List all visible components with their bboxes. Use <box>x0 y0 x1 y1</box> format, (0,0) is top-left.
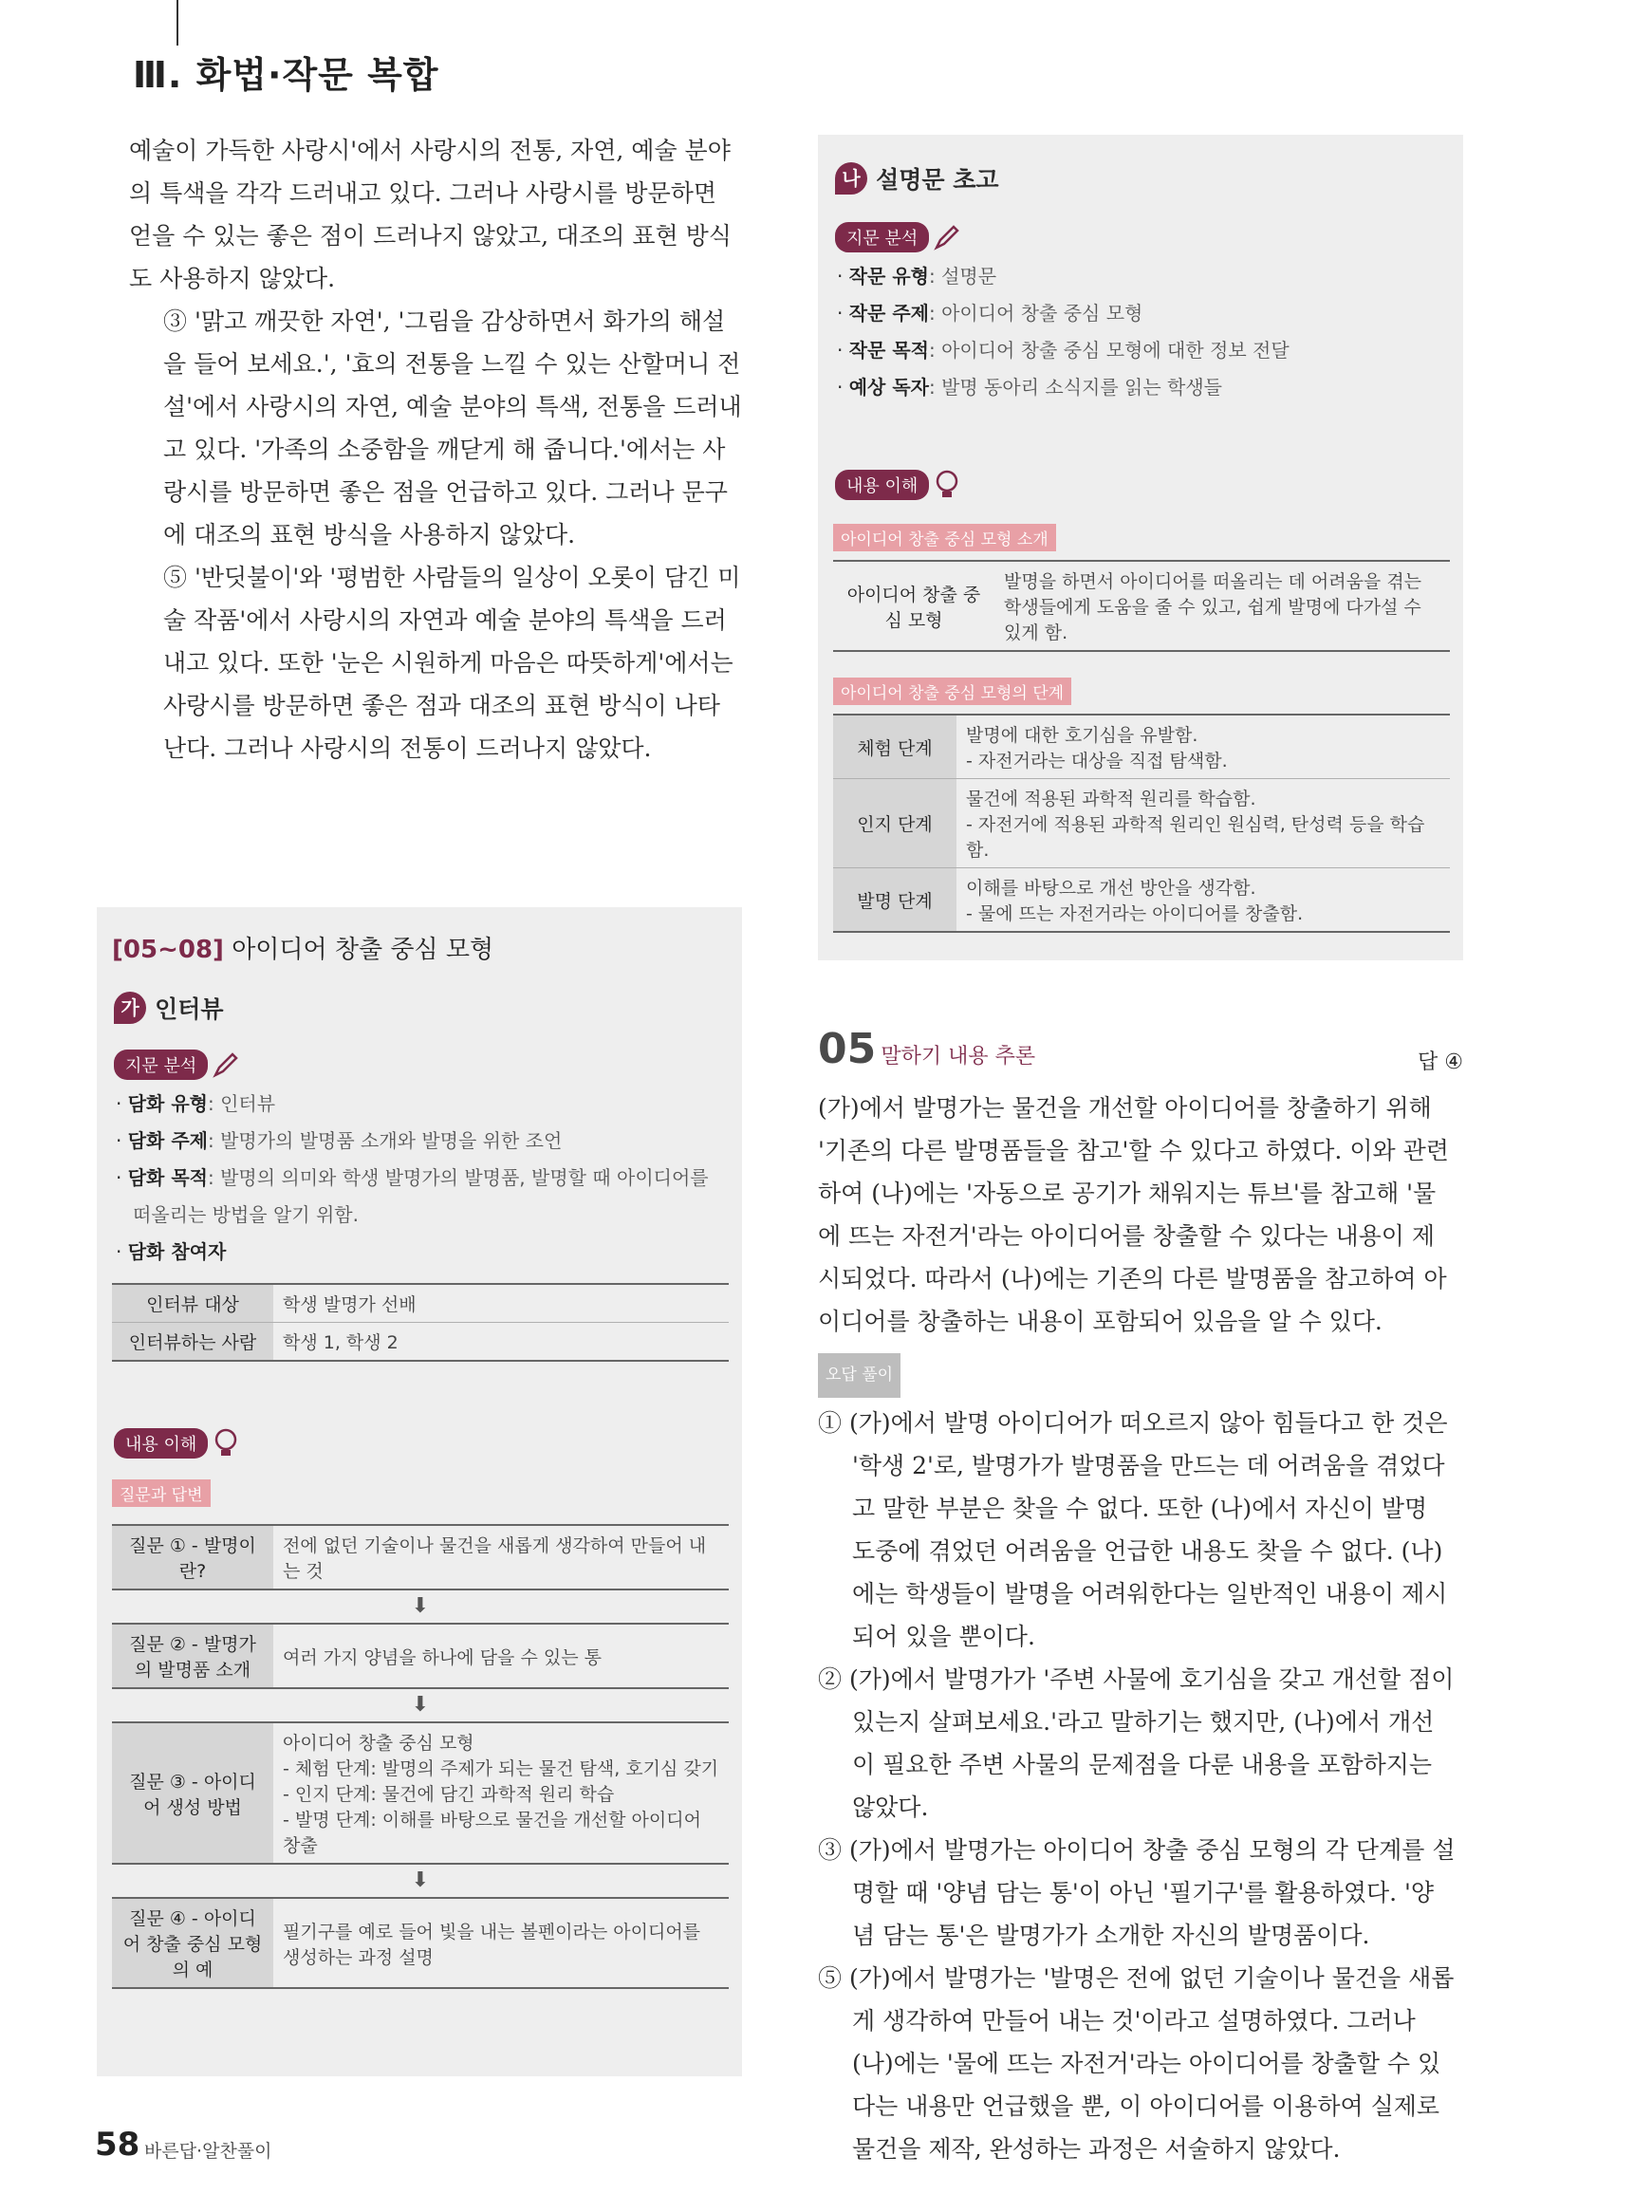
table-row: 질문 ③ - 아이디어 생성 방법 아이디어 창출 중심 모형 - 체험 단계: 발명의 주제가 되는 물건 탐색, 호기심 갖기 - 인지 단계: 물건에 담긴 과학적 원리 학습 - 발명 단계: 이해를 바탕으로 물건을 개선할 아이디어 창출 <box>112 1722 729 1864</box>
box-heading <box>112 930 493 965</box>
analysis-item: · 담화 유형: 인터뷰 <box>116 1092 276 1115</box>
table-row: 인터뷰 대상 학생 발명가 선배 <box>112 1284 729 1323</box>
analysis-item: · 담화 주제: 발명가의 발명품 소개와 발명을 위한 조언 <box>116 1129 563 1152</box>
qa-table-2 <box>112 1623 729 1689</box>
lightbulb-icon <box>212 1427 240 1459</box>
ga-title: 인터뷰 <box>155 995 224 1023</box>
range-label: [05~08] <box>112 936 224 964</box>
answer-label: 답 ④ <box>1418 1050 1463 1074</box>
analysis-item: · 작문 유형: 설명문 <box>837 265 997 288</box>
analysis-pill-label: 지문 분석 <box>114 1050 208 1080</box>
table-row: 질문 ④ - 아이디어 창출 중심 모형의 예 필기구를 예로 들어 빛을 내는 볼펜이라는 아이디어를 생성하는 과정 설명 <box>112 1898 729 1988</box>
pencil-icon <box>212 1050 240 1079</box>
explanation-item-3: ③ '맑고 깨끗한 자연', '그림을 감상하면서 화가의 해설을 들어 보세요.', '효의 전통을 느낄 수 있는 산할머니 전설'에서 사랑시의 자연, 예술 분야의 특색, 전통을 드러내고 있다. '가족의 소중함을 깨닫게 해 줍니다.'에서는 사랑시를 방문하면 좋은 점을 언급하고 있다. 그러나 문구에 대조의 표현 방식을 사용하지 않았다. <box>163 307 742 548</box>
analysis-list <box>116 1086 723 1271</box>
question-number: 05 <box>818 1025 877 1073</box>
table-row: 인지 단계 물건에 적용된 과학적 원리를 학습함. - 자전거에 적용된 과학적 원리인 원심력, 탄성력 등을 학습함. <box>833 779 1450 868</box>
qa-flow <box>112 1524 729 1989</box>
analysis-item: · 담화 목적: 발명의 의미와 학생 발명가의 발명품, 발명할 때 아이디어를 떠올리는 방법을 알기 위함. <box>116 1166 709 1226</box>
wrong-item-1: ① (가)에서 발명 아이디어가 떠오르지 않아 힘들다고 한 것은 '학생 2'로, 발명가가 발명품을 만드는 데 어려움을 겪었다고 말한 부분은 찾을 수 없다. 또한 (나)에서 자신이 발명 도중에 겪었던 어려움을 언급한 내용도 찾을 수 없다. (나)에는 학생들이 발명을 어려워한다는 일반적인 내용이 제시되어 있을 뿐이다. <box>818 1409 1448 1650</box>
stages-tag: 아이디어 창출 중심 모형의 단계 <box>833 678 1071 705</box>
table-row: 질문 ① - 발명이란? 전에 없던 기술이나 물건을 새롭게 생각하여 만들어 내는 것 <box>112 1525 729 1589</box>
left-summary-box <box>97 907 742 2076</box>
left-explanation <box>129 129 742 770</box>
header-rule <box>176 0 178 46</box>
answer-header <box>818 1025 1463 1073</box>
page-number: 58 <box>95 2126 140 2164</box>
na-title: 설명문 초고 <box>876 166 999 194</box>
lightbulb-icon <box>933 469 961 501</box>
pencil-icon <box>933 223 961 251</box>
table-row: 인터뷰하는 사람 학생 1, 학생 2 <box>112 1323 729 1362</box>
right-summary-box <box>818 135 1463 960</box>
table-row: 체험 단계 발명에 대한 호기심을 유발함. - 자전거라는 대상을 직접 탐색함. <box>833 715 1450 779</box>
participants-table <box>112 1283 729 1362</box>
question-title: 말하기 내용 추론 <box>881 1045 1036 1069</box>
wrong-item-2: ② (가)에서 발명가가 '주변 사물에 호기심을 갖고 개선할 점이 있는지 살펴보세요.'라고 말하기는 했지만, (나)에서 개선이 필요한 주변 사물의 문제점을 다룬 내용을 포함하지는 않았다. <box>818 1665 1455 1821</box>
analysis-pill-label: 지문 분석 <box>835 222 929 252</box>
ga-heading <box>114 991 224 1025</box>
table-row: 아이디어 창출 중심 모형 발명을 하면서 아이디어를 떠올리는 데 어려움을 겪는 학생들에게 도움을 줄 수 있고, 쉽게 발명에 다가설 수 있게 함. <box>833 561 1450 651</box>
intro-table <box>833 560 1450 652</box>
footer-text: 바른답·알찬풀이 <box>144 2141 272 2162</box>
analysis-item: · 작문 목적: 아이디어 창출 중심 모형에 대한 정보 전달 <box>837 339 1290 362</box>
section-title: Ⅲ. 화법·작문 복합 <box>133 54 439 96</box>
stages-table <box>833 714 1450 933</box>
analysis-pill <box>835 222 961 252</box>
down-arrow-icon: ⬇ <box>411 1693 430 1717</box>
explanation-item-5: ⑤ '반딧불이'와 '평범한 사람들의 일상이 오롯이 담긴 미술 작품'에서 사랑시의 자연과 예술 분야의 특색을 드러내고 있다. 또한 '눈은 시원하게 마음은 따뜻하게'에서는 사랑시를 방문하면 좋은 점과 대조의 표현 방식이 나타난다. 그러나 사랑시의 전통이 드러나지 않았다. <box>163 564 741 762</box>
answer-body <box>818 1087 1456 2170</box>
analysis-item: · 예상 독자: 발명 동아리 소식지를 읽는 학생들 <box>837 376 1222 399</box>
intro-tag: 아이디어 창출 중심 모형 소개 <box>833 524 1056 551</box>
down-arrow-icon: ⬇ <box>411 1594 430 1618</box>
analysis-item: · 작문 주제: 아이디어 창출 중심 모형 <box>837 302 1143 325</box>
na-heading <box>835 161 999 195</box>
understanding-pill <box>835 469 961 501</box>
analysis-item: · 담화 참여자 <box>116 1240 227 1263</box>
analysis-list <box>837 258 1444 406</box>
understanding-pill-label: 내용 이해 <box>114 1428 208 1459</box>
qa-table-4 <box>112 1897 729 1989</box>
understanding-pill <box>114 1427 240 1459</box>
down-arrow-icon: ⬇ <box>411 1868 430 1892</box>
analysis-pill <box>114 1050 240 1080</box>
box-title: 아이디어 창출 중심 모형 <box>232 936 494 964</box>
wrong-tag: 오답 풀이 <box>818 1350 1456 1398</box>
qa-table-1 <box>112 1524 729 1590</box>
qa-table-3 <box>112 1721 729 1865</box>
wrong-item-3: ③ (가)에서 발명가는 아이디어 창출 중심 모형의 각 단계를 설명할 때 '양념 담는 통'이 아닌 '필기구'를 활용하였다. '양념 담는 통'은 발명가가 소개한 자신의 발명품이다. <box>818 1836 1456 1949</box>
table-row: 질문 ② - 발명가의 발명품 소개 여러 가지 양념을 하나에 담을 수 있는 통 <box>112 1624 729 1688</box>
explanation-para: 예술이 가득한 사랑시'에서 사랑시의 전통, 자연, 예술 분야의 특색을 각각 드러내고 있다. 그러나 사랑시를 방문하면 얻을 수 있는 좋은 점이 드러나지 않았고, 대조의 표현 방식도 사용하지 않았다. <box>129 137 732 292</box>
wrong-item-5: ⑤ (가)에서 발명가는 '발명은 전에 없던 기술이나 물건을 새롭게 생각하여 만들어 내는 것'이라고 설명하였다. 그러나 (나)에는 '물에 뜨는 자전거'라는 아이디어를 창출할 수 있다는 내용만 언급했을 뿐, 이 아이디어를 이용하여 실제로 물건을 제작, 완성하는 과정은 서술하지 않았다. <box>818 1964 1455 2163</box>
qa-tag: 질문과 답변 <box>112 1479 211 1507</box>
table-row: 발명 단계 이해를 바탕으로 개선 방안을 생각함. - 물에 뜨는 자전거라는 아이디어를 창출함. <box>833 868 1450 933</box>
answer-explanation: (가)에서 발명가는 물건을 개선할 아이디어를 창출하기 위해 '기존의 다른 발명품들을 참고'할 수 있다고 하였다. 이와 관련하여 (나)에는 '자동으로 공기가 채워지는 튜브'를 참고해 '물에 뜨는 자전거'라는 아이디어를 창출할 수 있다는 내용이 제시되었다. 따라서 (나)에는 기존의 다른 발명품을 참고하여 아이디어를 창출하는 내용이 포함되어 있음을 알 수 있다. <box>818 1094 1449 1335</box>
na-badge: 나 <box>835 162 867 195</box>
ga-badge: 가 <box>114 992 146 1024</box>
understanding-pill-label: 내용 이해 <box>835 470 929 500</box>
